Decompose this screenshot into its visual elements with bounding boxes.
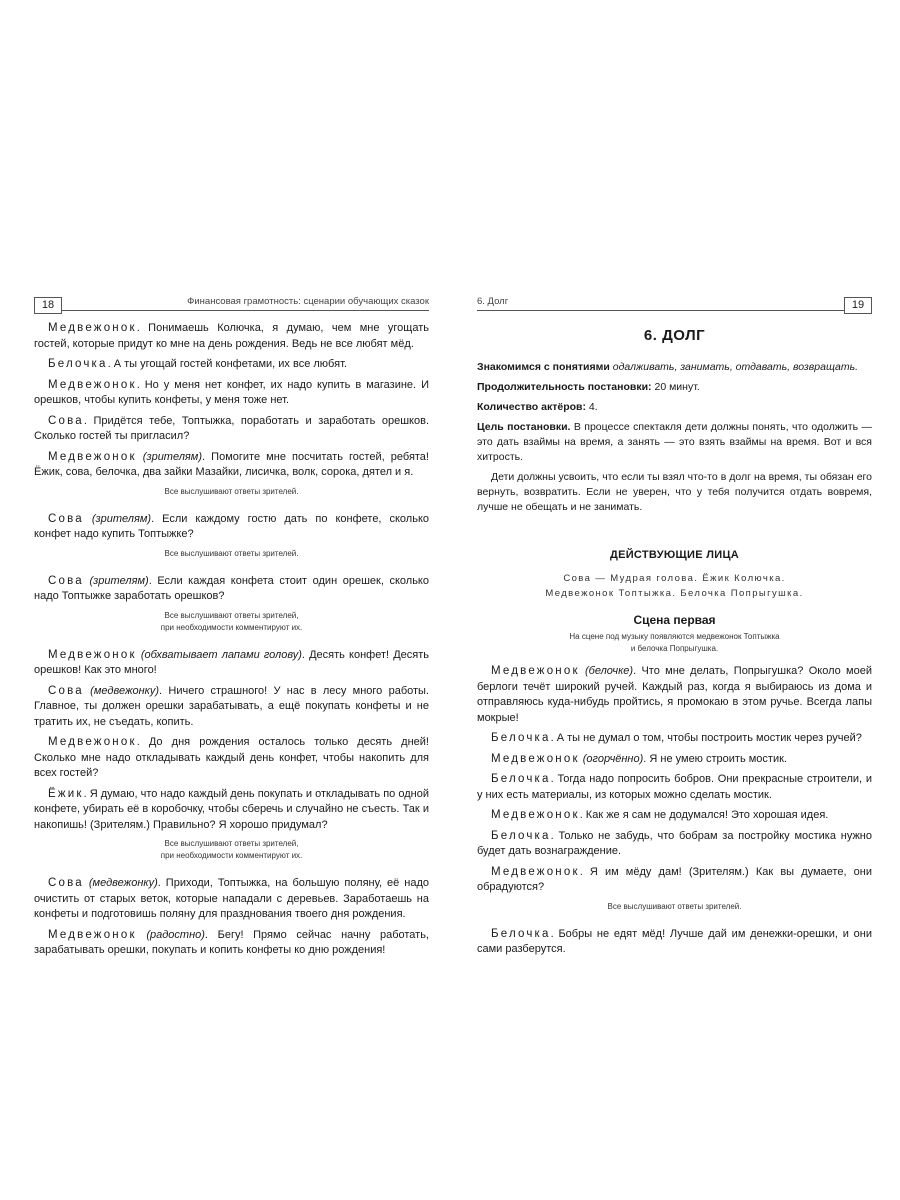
stage-direction: (зрителям) [83, 574, 149, 587]
left-page [34, 295, 429, 964]
dialogue-line [477, 927, 872, 958]
dialogue-text: . До дня рождения осталось только десять дней! Сколько мне надо откладывать каждый день конфет, чтобы накопить для всех гостей? [34, 736, 429, 779]
dialogue-line [477, 664, 872, 726]
speaker-name: Медвежонок [491, 752, 580, 765]
goal-text: В процессе спектакля дети должны понять, что одолжить — это дать взаймы на время, а занять — это взять взаймы на время. Вот и вся хитрость. [477, 421, 872, 463]
speaker-name: Ёжик [48, 787, 84, 800]
chapter-title: 6. ДОЛГ [643, 327, 706, 344]
actors-text: 4. [585, 401, 598, 413]
goal-label: Цель постановки. [477, 421, 571, 433]
speaker-name: Медвежонок [491, 665, 580, 677]
dialogue-text: . Если каждому гостю дать по конфете, сколько конфет надо купить Топтыжке? [34, 512, 429, 540]
actors-paragraph [477, 400, 872, 415]
speaker-name: Медвежонок [491, 809, 580, 821]
dialogue-text: . Что мне делать, Попрыгушка? Около моей берлоги течёт широкий ручей. Каждый раз, когда я выбираюсь из дома и отправляюсь куда-нибудь пройтись, я промокаю в этом ручье. Всегда лапы мокрые! [477, 665, 872, 724]
speaker-name: Медвежонок [48, 736, 137, 748]
dialogue-text: . Приходи, Топтыжка, на большую поляну, её надо очистить от старых веток, которые нападали с деревьев. Заработаешь на конфеты и подготовишь поляну для празднования твоего дня рождения. [34, 877, 429, 920]
duration-paragraph [477, 380, 872, 395]
stage-note: Все выслушивают ответы зрителей, при необходимости комментируют их. [160, 839, 303, 860]
dialogue-text: . Бобры не едят мёд! Лучше дай им денежки-орешки, и они сами разберутся. [477, 927, 872, 955]
speaker-name: Белочка [48, 358, 108, 370]
dialogue-text: . Десять конфет! Десять орешков! Как это много! [34, 648, 429, 676]
speaker-name: Медвежонок [48, 928, 137, 941]
dialogue-line [34, 512, 429, 543]
dialogue-line [34, 684, 429, 731]
actors-label: Количество актёров: [477, 401, 586, 413]
speaker-name: Белочка [491, 773, 551, 785]
goal-paragraph-2: Дети должны усвоить, что если ты взял что-то в долг на время, ты обязан его вернуть, возвратить. Если не уверен, что у тебя получится отдать вовремя, лучше не обещать и не занимать. [477, 471, 872, 513]
dialogue-text: . Придётся тебе, Топтыжка, поработать и заработать орешков. Сколько гостей ты пригласил? [34, 414, 429, 442]
speaker-name: Сова [48, 877, 84, 889]
speaker-name: Сова [48, 512, 84, 525]
cast-line-2: Медвежонок Топтыжка. Белочка Попрыгушка. [545, 588, 804, 599]
speaker-name: Белочка [491, 829, 551, 842]
dialogue-text: . Бегу! Прямо сейчас начну работать, зарабатывать орешки, покупать и копить конфеты ко дню рождения! [34, 928, 429, 956]
dialogue-line [34, 414, 429, 445]
page-number-18: 18 [34, 297, 62, 314]
dialogue-text: . Я им мёду дам! (Зрителям.) Как вы думаете, они обрадуются? [477, 865, 872, 893]
dialogue-line [34, 648, 429, 679]
dialogue-line [477, 829, 872, 860]
dialogue-line [477, 808, 872, 824]
dialogue-line [34, 357, 429, 373]
left-page-header [34, 295, 429, 311]
dialogue-line [34, 928, 429, 959]
speaker-name: Сова [48, 684, 84, 697]
right-page-content [477, 311, 872, 958]
right-page [477, 295, 872, 963]
right-page-header [477, 295, 872, 311]
running-header-left: Финансовая грамотность: сценарии обучающих сказок [187, 296, 429, 307]
dialogue-text: . Помогите мне посчитать гостей, ребята! Ёжик, сова, белочка, два зайки Мазайки, лисичка, волк, сорока, дятел и я. [34, 450, 429, 478]
speaker-name: Медвежонок [48, 648, 137, 661]
page-number-19: 19 [844, 297, 872, 314]
speaker-name: Медвежонок [48, 322, 137, 334]
speaker-name: Сова [48, 414, 84, 427]
concepts-text: одалживать, занимать, отдавать, возвращать. [609, 361, 859, 373]
stage-direction: (обхватывает лапами голову) [136, 648, 302, 661]
dialogue-text: . Только не забудь, что бобрам за постройку мостика нужно будет дать вознаграждение. [477, 829, 872, 857]
running-header-right: 6. Долг [477, 296, 509, 307]
dialogue-line [34, 321, 429, 352]
left-page-content [34, 311, 429, 959]
dialogue-text: . А ты угощай гостей конфетами, их все любят. [107, 358, 347, 370]
concepts-label: Знакомимся с понятиями [477, 361, 610, 373]
stage-direction: (медвежонку) [83, 877, 158, 889]
duration-text: 20 минут. [651, 381, 700, 393]
dialogue-line [477, 772, 872, 803]
stage-direction: (огорчённо) [579, 752, 644, 765]
right-dialogue [477, 664, 872, 958]
dialogue-line [34, 735, 429, 782]
scene-note: На сцене под музыку появляются медвежонок Топтыжка и белочка Попрыгушка. [569, 632, 780, 653]
duration-label: Продолжительность постановки: [477, 381, 652, 393]
dialogue-line [34, 450, 429, 481]
goal-paragraph [477, 420, 872, 465]
stage-note: Все выслушивают ответы зрителей, при необходимости комментируют их. [160, 610, 303, 632]
concepts-paragraph [477, 360, 872, 375]
dialogue-line [477, 731, 872, 747]
stage-direction: (медвежонку) [83, 684, 160, 697]
stage-direction: (белочке) [579, 665, 634, 677]
dialogue-text: . А ты не думал о том, чтобы построить мостик через ручей? [550, 732, 862, 744]
dialogue-line [477, 865, 872, 896]
stage-direction: (радостно) [136, 928, 205, 941]
dialogue-line [34, 876, 429, 923]
dialogue-line [34, 787, 429, 834]
speaker-name: Медвежонок [48, 450, 137, 463]
stage-note: Все выслушивают ответы зрителей. [164, 486, 299, 496]
dialogue-text: . Если каждая конфета стоит один орешек, сколько надо Топтыжке заработать орешков? [34, 574, 429, 602]
dialogue-text: . Я думаю, что надо каждый день покупать и откладывать по одной конфете, убирать её в коробочку, чтобы сберечь и случайно не съесть. Так и накопишь! (Зрителям.) Правильно? Я хорошо придумал? [34, 787, 429, 831]
stage-direction: (зрителям) [136, 450, 203, 463]
speaker-name: Медвежонок [491, 865, 580, 878]
stage-note: Все выслушивают ответы зрителей. [607, 901, 742, 911]
scene-title: Сцена первая [633, 613, 716, 627]
speaker-name: Белочка [491, 927, 551, 940]
dialogue-text: . Как же я сам не додумался! Это хорошая идея. [579, 809, 829, 821]
dialogue-line [34, 574, 429, 605]
stage-note: Все выслушивают ответы зрителей. [164, 548, 299, 558]
dialogue-text: . Ничего страшного! У нас в лесу много работы. Главное, ты должен орешки зарабатывать, а ещё покупать конфеты и не тратить их, не съедать, копить. [34, 684, 429, 728]
dialogue-line [34, 378, 429, 409]
dialogue-text: . Я не умею строить мостик. [643, 752, 787, 765]
dialogue-text: . Но у меня нет конфет, их надо купить в магазине. И орешков, чтобы купить конфеты, у меня тоже нет. [34, 378, 429, 406]
speaker-name: Сова [48, 574, 84, 587]
cast-title: ДЕЙСТВУЮЩИЕ ЛИЦА [609, 549, 740, 561]
cast-line-1: Сова — Мудрая голова. Ёжик Колючка. [563, 573, 786, 584]
speaker-name: Медвежонок [48, 378, 137, 391]
dialogue-line [477, 752, 872, 768]
speaker-name: Белочка [491, 732, 551, 744]
stage-direction: (зрителям) [83, 512, 152, 525]
dialogue-text: . Тогда надо попросить бобров. Они прекрасные строители, и у них есть материалы, из которых можно сделать мостик. [477, 773, 872, 801]
dialogue-text: . Понимаешь Колючка, я думаю, чем мне угощать гостей, которые придут ко мне на день рождения. Ведь не все любят мёд. [34, 322, 429, 350]
